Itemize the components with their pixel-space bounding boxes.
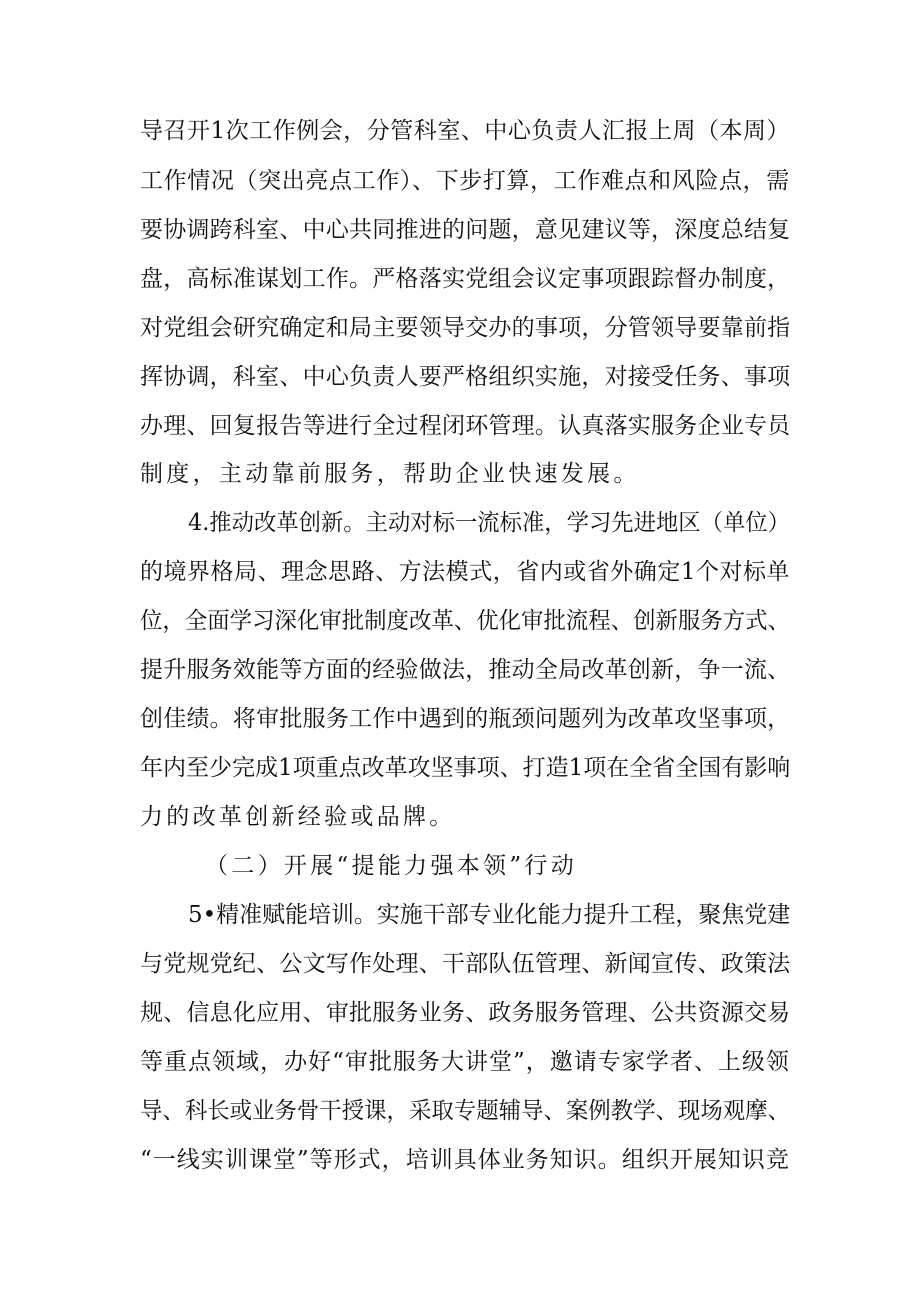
paragraph-line: 对党组会研究确定和局主要领导交办的事项，分管领导要靠前指 xyxy=(140,315,791,341)
paragraph-line: 位，全面学习深化审批制度改革、优化审批流程、创新服务方式、 xyxy=(140,608,790,634)
paragraph-line: 创佳绩。将审批服务工作中遇到的瓶颈问题列为改革攻坚事项， xyxy=(140,706,791,732)
paragraph-line: 导召开1次工作例会，分管科室、中心负责人汇报上周（本周） xyxy=(140,118,791,144)
section-heading: （二）开展“提能力强本领”行动 xyxy=(205,853,578,879)
paragraph-first-line: 4.推动改革创新。主动对标一流标准，学习先进地区（单位） xyxy=(188,510,790,536)
paragraph-line: 规、信息化应用、审批服务业务、政务服务管理、公共资源交易 xyxy=(140,1000,791,1026)
paragraph-line: 力的改革创新经验或品牌。 xyxy=(140,804,456,830)
paragraph-line: 的境界格局、理念思路、方法模式，省内或省外确定1个对标单 xyxy=(140,559,791,585)
paragraph-line: 年内至少完成1项重点改革攻坚事项、打造1项在全省全国有影响 xyxy=(140,755,791,781)
paragraph-line: 制度，主动靠前服务，帮助企业快速发展。 xyxy=(140,461,640,487)
paragraph-line: 要协调跨科室、中心共同推进的问题，意见建议等，深度总结复 xyxy=(140,217,791,243)
paragraph-line: 导、科长或业务骨干授课，采取专题辅导、案例教学、现场观摩、 xyxy=(140,1098,790,1124)
paragraph-line: 挥协调，科室、中心负责人要严格组织实施，对接受任务、事项 xyxy=(140,364,791,390)
paragraph-line: 盘，高标准谋划工作。严格落实党组会议定事项跟踪督办制度， xyxy=(140,266,791,292)
paragraph-line: 办理、回复报告等进行全过程闭环管理。认真落实服务企业专员 xyxy=(140,413,791,439)
paragraph-line: 等重点领域，办好“审批服务大讲堂”，邀请专家学者、上级领 xyxy=(140,1049,790,1075)
paragraph-line: 提升服务效能等方面的经验做法，推动全局改革创新，争一流、 xyxy=(140,657,791,683)
paragraph-line: “一线实训课堂”等形式，培训具体业务知识。组织开展知识竞 xyxy=(140,1147,790,1173)
paragraph-line: 与党规党纪、公文写作处理、干部队伍管理、新闻宣传、政策法 xyxy=(140,951,791,977)
paragraph-line: 工作情况（突出亮点工作）、下步打算，工作难点和风险点，需 xyxy=(140,168,790,194)
paragraph-first-line: 5•精准赋能培训。实施干部专业化能力提升工程，聚焦党建 xyxy=(188,902,791,928)
